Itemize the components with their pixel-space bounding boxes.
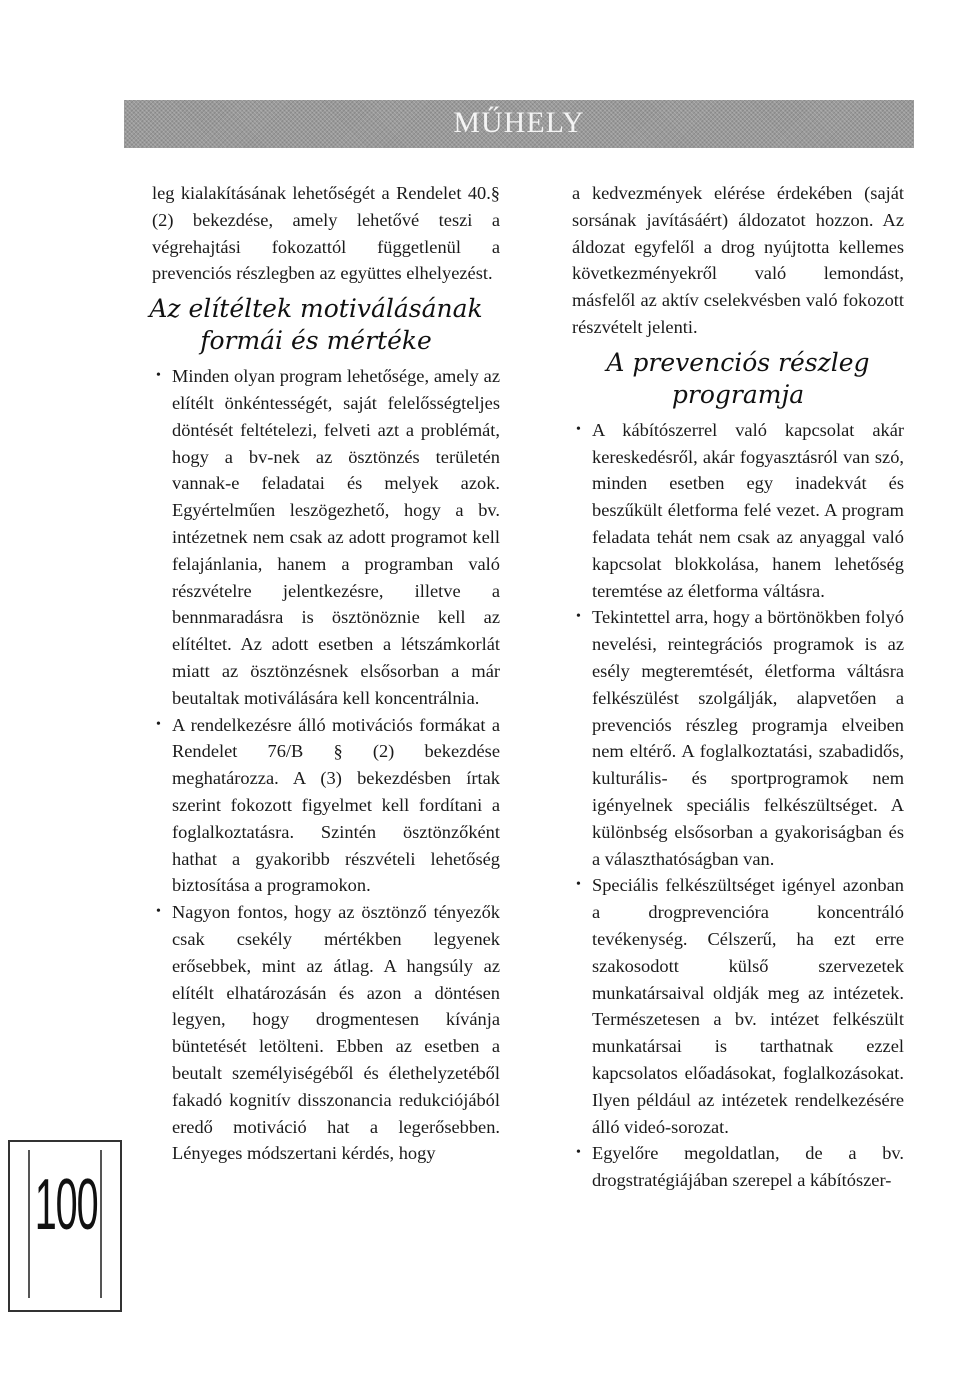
right-heading-line-1: A prevenciós részleg [606,347,870,377]
page-number: 100 [34,1165,98,1245]
list-item [572,417,904,605]
list-item [572,1140,904,1194]
list-item-text: Minden olyan program lehetősége, amely az elítélt önkéntességét, saját felelősségteljes döntését feltételezi, felveti azt a problémát, hogy a bv-nek az ösztönzés területén vannak-e feladatai és melyek azok. Egyértelműen leszögezhető, hogy a bv. intézetnek nem csak az adott programot kell felajánlania, hanem a programban való részvételre jelentkezésre, illetve a bennmaradásra is ösztönöznie kell az elítéltet. Az adott esetben a létszámkorlát miatt az ösztönzésnek elsősorban a már beutaltak motiválására kell koncentrálnia. [172,366,500,708]
right-heading-line-2: programja [671,379,805,409]
bullet-icon: • [156,368,161,384]
bullet-icon: • [156,716,161,732]
right-intro-paragraph: a kedvezmények elérése érdekében (saját sorsának javításáért) áldozatot hozzon. Az áldozat egyfelől a drog nyújtotta kellemes következményekről való lemondást, másfelől az aktív cselekvésben való fokozott részvételt jelenti. [572,183,904,337]
list-item [572,872,904,1140]
list-item [152,363,500,711]
section-title: MŰHELY [453,106,585,139]
right-column [572,180,904,1194]
list-item-text: Nagyon fontos, hogy az ösztönző tényezők csak csekély mértékben legyenek erősebbek, mint az átlag. A hangsúly az elítélt elhatározásán és azon a döntésen legyen, hogy drogmentesen kívánja büntetését letölteni. Ebben az esetben a beutalt személyiségéből és élethelyzetéből fakadó kognitív disszonancia redukciójából eredő motiváció hat a legerősebben. Lényeges módszertani kérdés, hogy [172,902,500,1164]
list-item [572,604,904,872]
section-header-band [124,100,914,148]
bullet-icon: • [156,904,161,920]
list-item [152,712,500,900]
left-section-heading [132,293,500,357]
left-heading-line-1: Az elítéltek motiválásának [149,294,483,324]
list-item-text: Speciális felkészültséget igényel azonban a drogprevencióra koncentráló tevékenység. Célszerű, ha ezt erre szakosodott külső szervezetek munkatársaival oldják meg az intézetek. Természetesen a bv. intézet felkészült munkatársai is tarthatnak ezzel kapcsolatos előadásokat, foglalkozásokat. Ilyen például az intézetek rendelkezésére álló videó-sorozat. [592,875,904,1137]
right-section-heading [572,347,904,411]
left-heading-line-2: formái és mértéke [200,326,432,356]
bullet-icon: • [576,1145,581,1161]
list-item-text: A kábítószerrel való kapcsolat akár kereskedésről, akár fogyasztásról van szó, minden esetben egy inadekvát és beszűkült életforma felé vezet. A program feladata tehát nem csak az anyaggal való kapcsolat blokkolása, hanem lehetőség teremtése az életforma váltásra. [592,419,904,601]
list-item-text: Egyelőre megoldatlan, de a bv. drogstratégiájában szerepel a kábítószer- [592,1143,904,1191]
list-item-text: A rendelkezésre álló motivációs formákat a Rendelet 76/B § (2) bekezdése meghatározza. A (3) bekezdésben írtak szerint fokozott figyelmet kell fordítani a foglalkoztatásra. Szintén ösztönzőként hathat a gyakoribb részvételi lehetőség biztosítása a programokon. [172,714,500,896]
list-item [152,899,500,1167]
bullet-icon: • [576,421,581,437]
bullet-icon: • [576,609,581,625]
bullet-icon: • [576,877,581,893]
list-item-text: Tekintettel arra, hogy a börtönökben folyó nevelési, reintegrációs programok is az esély megteremtését, életforma váltásra felkészülést szolgálják, alapvetően a prevenciós részleg programja elveiben nem eltérő. A foglalkoztatási, szabadidős, kulturális- és sportprogramok nem igényelnek speciális felkészültséget. A különbség elsősorban a gyakoriságban és a választhatóságban van. [592,607,904,869]
page-number-box [8,1140,122,1312]
left-intro-paragraph: leg kialakításának lehetőségét a Rendelet 40.§ (2) bekezdése, amely lehetővé teszi a végrehajtási fokozattól függetlenül a prevenciós részlegben az együttes elhelyezést. [152,183,500,284]
left-column [149,180,500,1167]
